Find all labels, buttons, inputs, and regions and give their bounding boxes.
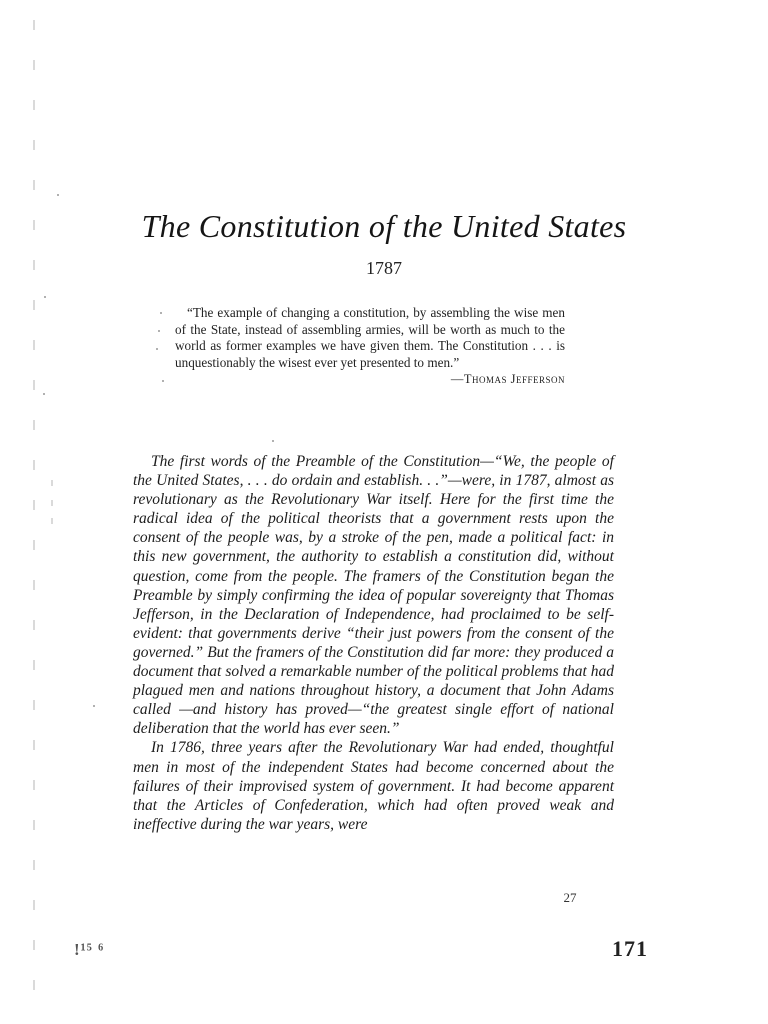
scan-speck — [272, 440, 274, 442]
scan-speck — [57, 194, 59, 196]
scan-speck — [93, 705, 95, 707]
scan-speck — [162, 380, 164, 382]
scan-speck — [156, 348, 158, 350]
scan-speck — [44, 296, 46, 298]
stamp-left: !¹⁵ ⁶ — [74, 940, 105, 959]
scan-speck — [43, 393, 45, 395]
scan-speck — [158, 330, 160, 332]
page-number: 27 — [563, 890, 577, 905]
stamp-right: 171 — [612, 936, 648, 961]
page-title: The Constitution of the United States — [141, 208, 627, 244]
epigraph-quote: “The example of changing a constitution, by assembling the wise men of the State, instead of assembling armies, will be worth as much to the world as former examples we have given them. The Constitution . . . is unquestionably the wisest ever yet presented to men.” — [175, 305, 565, 370]
epigraph-attribution: —Thomas Jefferson — [450, 372, 565, 386]
epigraph — [175, 305, 565, 388]
year-subtitle: 1787 — [366, 258, 402, 278]
body-text — [133, 452, 614, 834]
body-paragraph: In 1786, three years after the Revolutionary War had ended, thoughtful men in most of the independent States had become concerned about the failures of their improvised system of government. It had become apparent that the Articles of Confederation, which had often proved weak and ineffective during the war years, were — [133, 739, 614, 833]
body-paragraph: The first words of the Preamble of the Constitution—“We, the people of the United States, . . . do ordain and establish. . .”—were, in 1787, almost as revolutionary as the Revolutionary War itself. Here for the first time the radical idea of the political theorists that a government rests upon the consent of the people was, by a stroke of the pen, made a political fact: in this new government, the authority to establish a constitution did, without question, come from the people. The framers of the Constitution began the Preamble by simply confirming the idea of popular sovereignty that Thomas Jefferson, in the Declaration of Independence, had proclaimed to be self-evident: that governments derive “their just powers from the consent of the governed.” But the framers of the Constitution did far more: they produced a document that solved a remarkable number of the political problems that had plagued men and nations throughout history, a document that John Adams called —and history has proved—“the greatest single effort of national deliberation that the world has ever seen.” — [133, 453, 614, 738]
scan-edge-marks — [20, 0, 60, 1024]
scan-speck — [160, 312, 162, 314]
